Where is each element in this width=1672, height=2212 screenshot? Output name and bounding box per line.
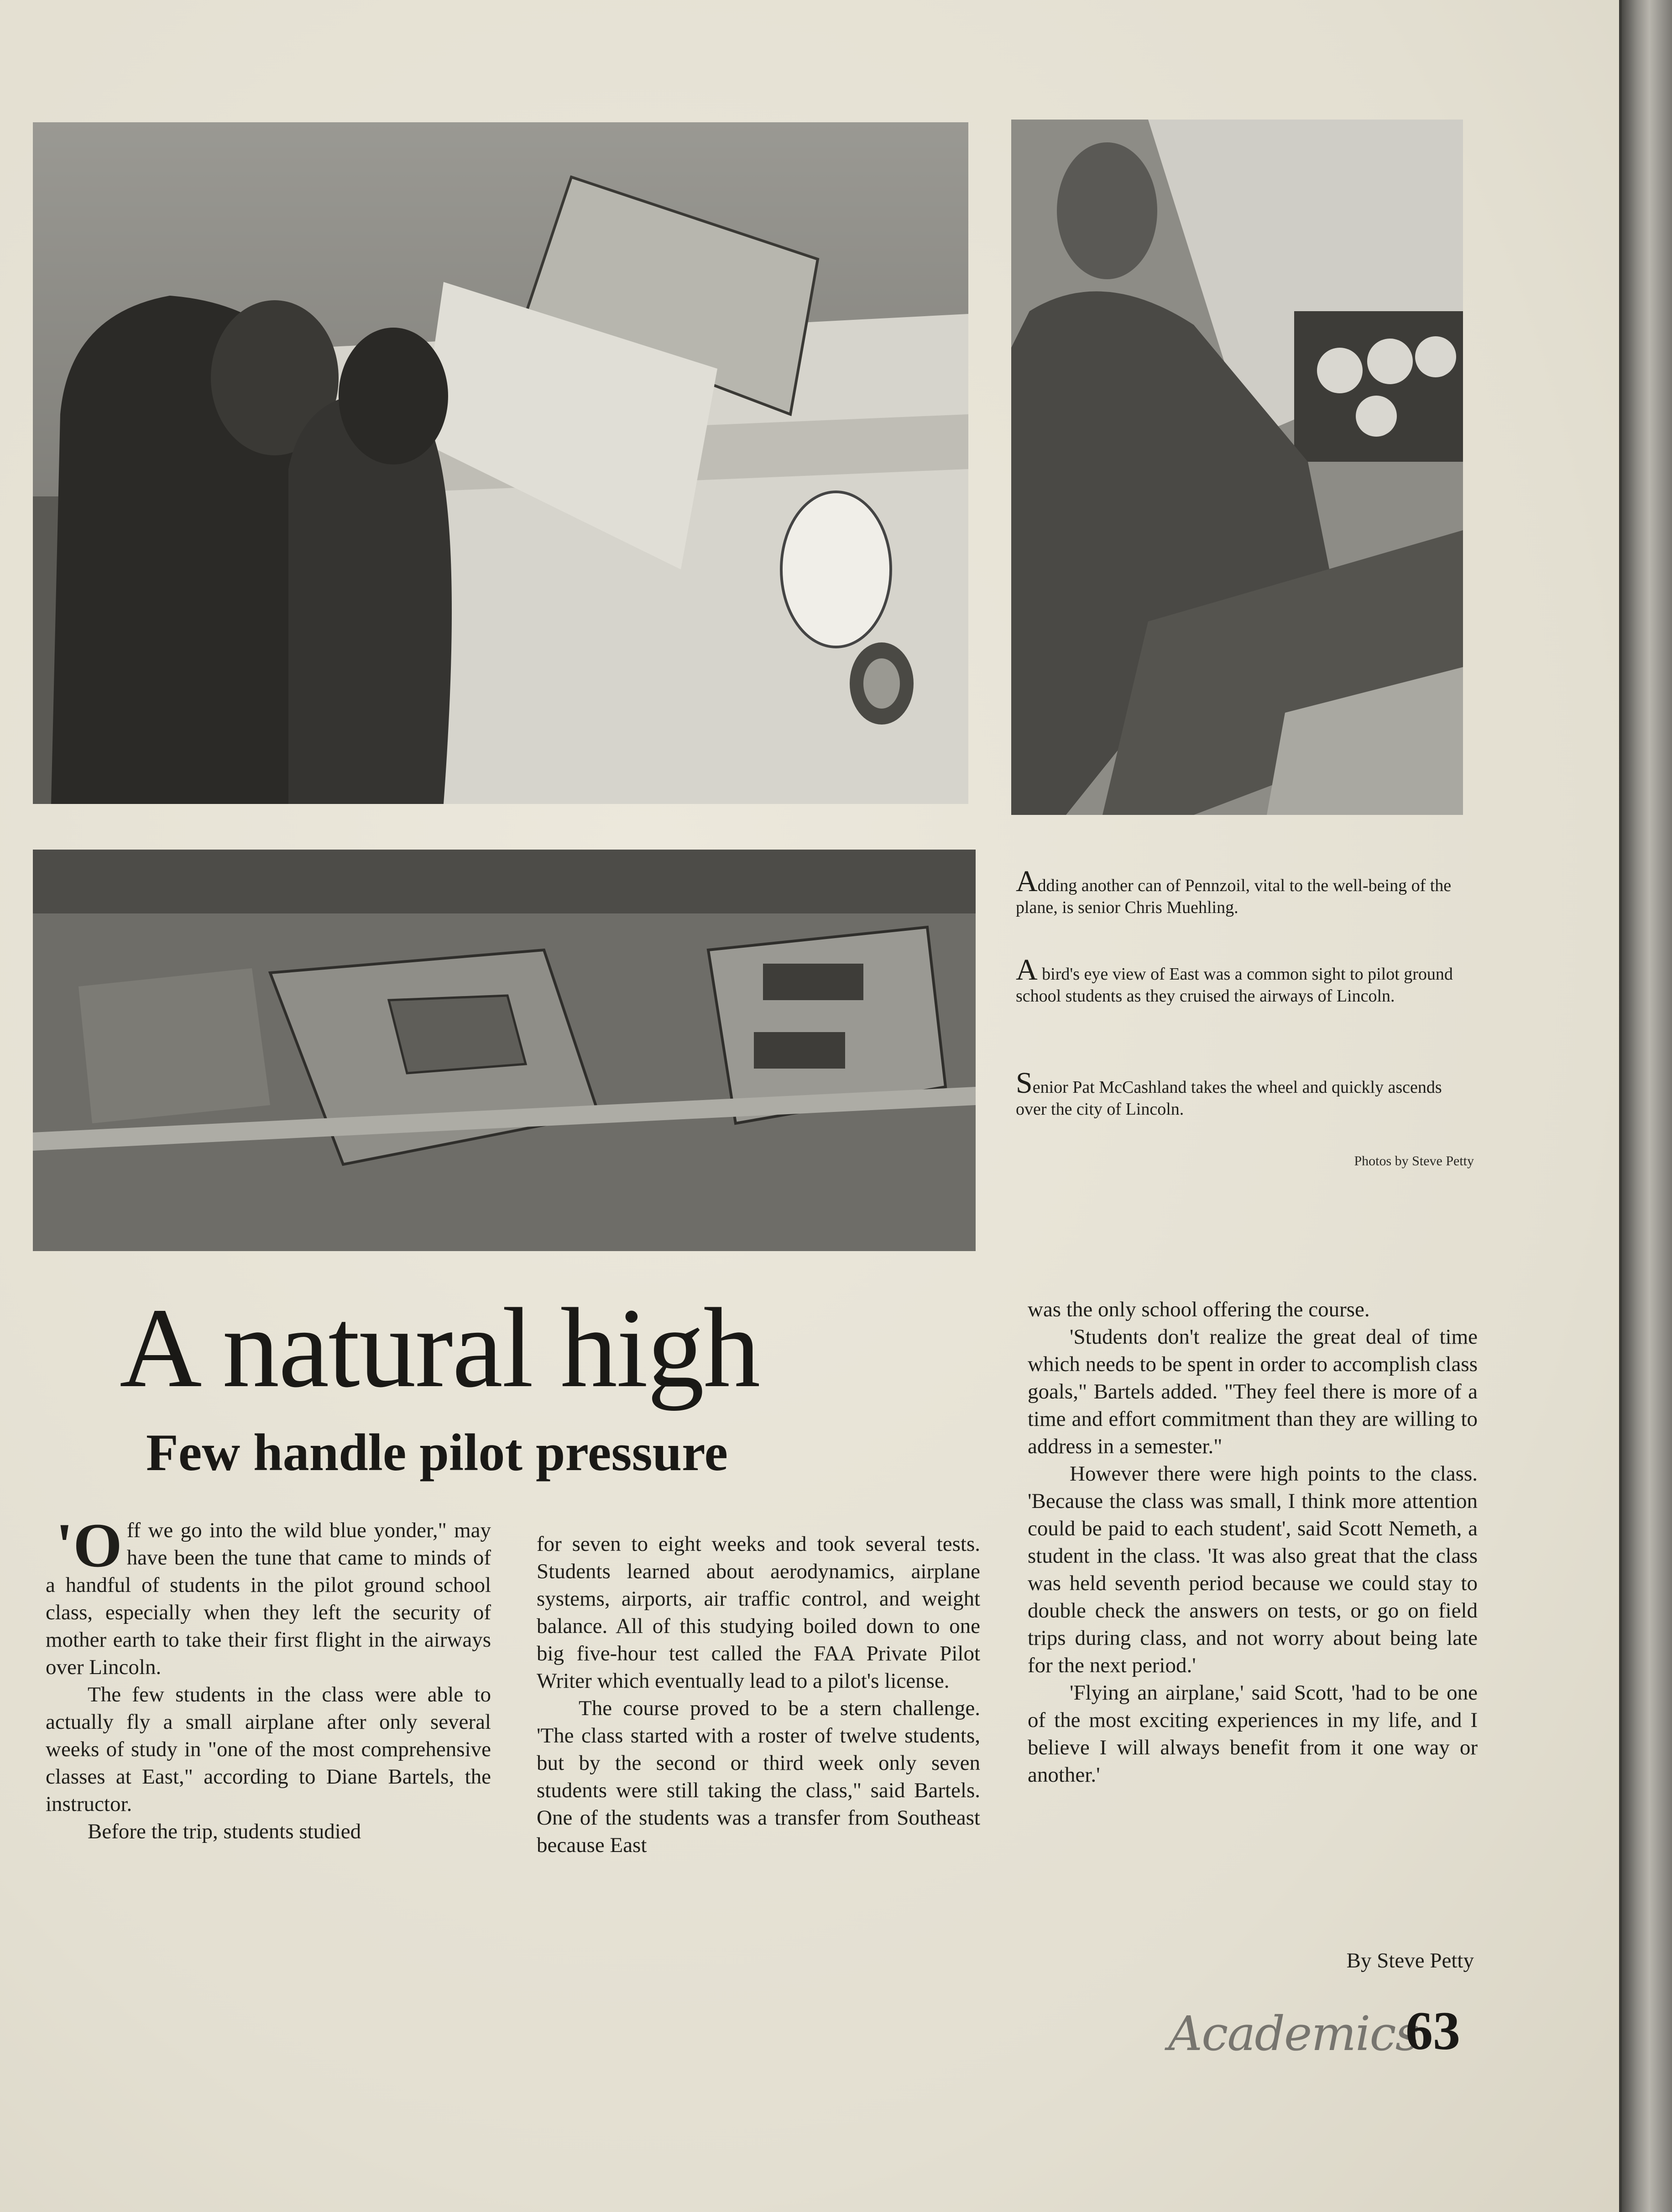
- caption-pennzoil: [1016, 865, 1472, 918]
- article-paragraph: was the only school offering the course.: [1028, 1298, 1370, 1321]
- book-spine: [1622, 0, 1672, 2212]
- caption-birds-eye: [1016, 953, 1472, 1007]
- article-column-1: [46, 1510, 491, 1845]
- aerial-photo: [33, 850, 976, 1251]
- subheadline: Few handle pilot pressure: [146, 1424, 728, 1482]
- caption-initial: A: [1016, 953, 1038, 986]
- article-paragraph: 'Flying an airplane,' said Scott, 'had to be one of the most exciting experiences in my life, and I believe I will always benefit from it one way or another.': [1028, 1681, 1478, 1787]
- article-paragraph: The few students in the class were able to actually fly a small airplane after only several weeks of study in "one of the most comprehensive classes at East," according to Diane Bartels, the instructor.: [46, 1683, 491, 1816]
- headline: A natural high: [120, 1285, 760, 1411]
- article-paragraph: Before the trip, students studied: [88, 1820, 361, 1843]
- paragraph-text: ff we go into the wild blue yonder," may have been the tune that came to minds of a handful of students in the pilot ground school class, especially when they left the security of mother earth to take their first flight in the airways over Lincoln.: [46, 1518, 491, 1679]
- caption-text: dding another can of Pennzoil, vital to the well-being of the plane, is senior Chris Muehling.: [1016, 876, 1452, 917]
- drop-cap: 'O: [56, 1510, 122, 1580]
- section-label: Academics: [1168, 2006, 1419, 2061]
- cockpit-photo: [1011, 120, 1463, 815]
- article-paragraph: The course proved to be a stern challenge. 'The class started with a roster of twelve students, but by the second or third week only seven students were still taking the class," said Bartels. One of the students was a transfer from Southeast because East: [537, 1696, 980, 1857]
- article-column-3: [1028, 1296, 1478, 1789]
- article-paragraph: for seven to eight weeks and took several tests. Students learned about aerodynamics, airplane systems, airports, air traffic control, and weight balance. All of this studying boiled down to one big five-hour test called the FAA Private Pilot Writer which eventually lead to a pilot's license.: [537, 1532, 980, 1693]
- caption-text: bird's eye view of East was a common sight to pilot ground school students as they cruised the airways of Lincoln.: [1016, 965, 1453, 1006]
- airplane-photo: [33, 122, 968, 804]
- article-paragraph: 'Students don't realize the great deal of time which needs to be spent in order to accomplish class goals," Bartels added. "They feel there is more of a time and effort commitment than they are willing to address in a semester.": [1028, 1325, 1478, 1458]
- article-paragraph: [46, 1510, 491, 1681]
- caption-text: enior Pat McCashland takes the wheel and quickly ascends over the city of Lincoln.: [1016, 1078, 1442, 1119]
- page-number: 63: [1406, 2000, 1460, 2061]
- caption-initial: S: [1016, 1066, 1033, 1100]
- article-paragraph: However there were high points to the class. 'Because the class was small, I think more attention could be paid to each student', said Scott Nemeth, a student in the class. 'It was also great that the class was held seventh period because we could stay to double check the answers on tests, or go on field trips during class, and not worry about being late for the next period.': [1028, 1462, 1478, 1677]
- caption-initial: A: [1016, 865, 1038, 898]
- photo-credit: Photos by Steve Petty: [1354, 1153, 1474, 1169]
- article-column-2: [537, 1530, 980, 1859]
- caption-mccashland: [1016, 1066, 1472, 1120]
- byline: By Steve Petty: [1346, 1949, 1474, 1972]
